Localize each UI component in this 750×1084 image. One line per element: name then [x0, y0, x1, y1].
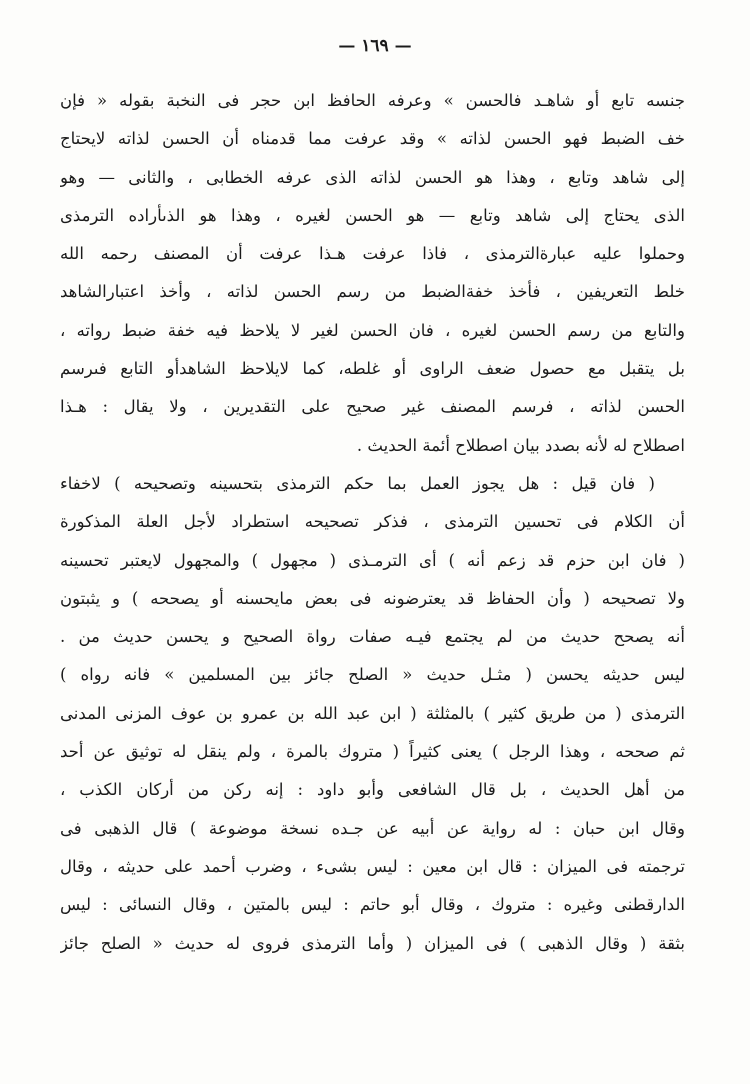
text-line: بثقة ( وقال الذهبى ) فى الميزان ( وأما الترمذى فروى له حديث « الصلح جائز: [60, 933, 685, 953]
text-line: وقال ابن حبان : له رواية عن أبيه عن جـده نسخة موضوعة ) قال الذهبى فى: [60, 818, 685, 838]
text-line: الذى يحتاج إلى شاهد وتابع — هو الحسن لغيره ، وهذا هو الذىأراده الترمذى: [60, 205, 685, 225]
page-number: — ١٦٩ —: [338, 36, 412, 56]
text-line: والتابع من رسم الحسن لغيره ، فان الحسن لغير لا يلاحظ فيه خفة ضبط رواته ،: [60, 320, 685, 340]
paragraph-start-line: ( فان قيل : هل يجوز العمل بما حكم الترمذى بتحسينه وتصحيحه ) لاخفاء: [60, 473, 655, 493]
text-line: من أهل الحديث ، بل قال الشافعى وأبو داود : إنه ركن من أركان الكذب ،: [60, 780, 685, 800]
text-line: الترمذى ( من طريق كثير ) بالمثلثة ( ابن عبد الله بن عمرو بن عوف المزنى المدنى: [60, 703, 685, 723]
text-line: جنسه تابع أو شاهـد فالحسن » وعرفه الحافظ ابن حجر فى النخبة بقوله « فإن: [60, 91, 685, 110]
text-line: خف الضبط فهو الحسن لذاته » وقد عرفت مما قدمناه أن الحسن لذاته لايحتاج: [60, 129, 685, 149]
text-line: وحملوا عليه عبارةالترمذى ، فاذا عرفت هـذا عرفت أن المصنف رحمه الله: [60, 244, 685, 264]
text-line: ولا تصحيحه ( وأن الحفاظ قد يعترضونه فى بعض مايحسنه أو يصححه ) و يثبتون: [60, 588, 685, 608]
text-line: الدارقطنى وغيره : متروك ، وقال أبو حاتم : ليس بالمتين ، وقال النسائى : ليس: [60, 895, 685, 915]
text-line: أنه يصحح حديث من لم يجتمع فيـه صفات رواة الصحيح و يحسن حديث من .: [60, 627, 685, 647]
text-line: الحسن لذاته ، فرسم المصنف غير صحيح على التقديرين ، ولا يقال : هـذا: [60, 397, 685, 417]
text-line: ( فان ابن حزم قد زعم أنه ) أى الترمـذى ( مجهول ) والمجهول لايعتبر تحسينه: [60, 550, 685, 570]
text-line: ترجمته فى الميزان : قال ابن معين : ليس بشىء ، وضرب أحمد على حديثه ، وقال: [60, 856, 685, 876]
paragraph-end-line: اصطلاح له لأنه بصدد بيان اصطلاح أئمة الحديث .: [356, 435, 685, 455]
text-line: خلط التعريفين ، فأخذ خفةالضبط من رسم الحسن لذاته ، وأخذ اعتبارالشاهد: [60, 282, 685, 302]
text-line: أن الكلام فى تحسين الترمذى ، فذكر تصحيحه استطراد لأجل العلة المذكورة: [60, 512, 685, 532]
text-line: ليس حديثه يحسن ( مثـل حديث « الصلح جائز بين المسلمين » فانه رواه ): [60, 665, 685, 685]
text-line: إلى شاهد وتابع ، وهذا هو الحسن لذاته الذى عرفه الخطابى ، والثانى — وهو: [60, 167, 685, 187]
text-line: ثم صححه ، وهذا الرجل ) يعنى كثيراً ( متروك بالمرة ، ولم ينقل له توثيق عن أحد: [60, 742, 685, 762]
body-text: [60, 82, 685, 963]
text-line: بل يتقبل مع حصول ضعف الراوى أو غلطه، كما لايلاحظ الشاهدأو التابع فىرسم: [60, 359, 685, 379]
